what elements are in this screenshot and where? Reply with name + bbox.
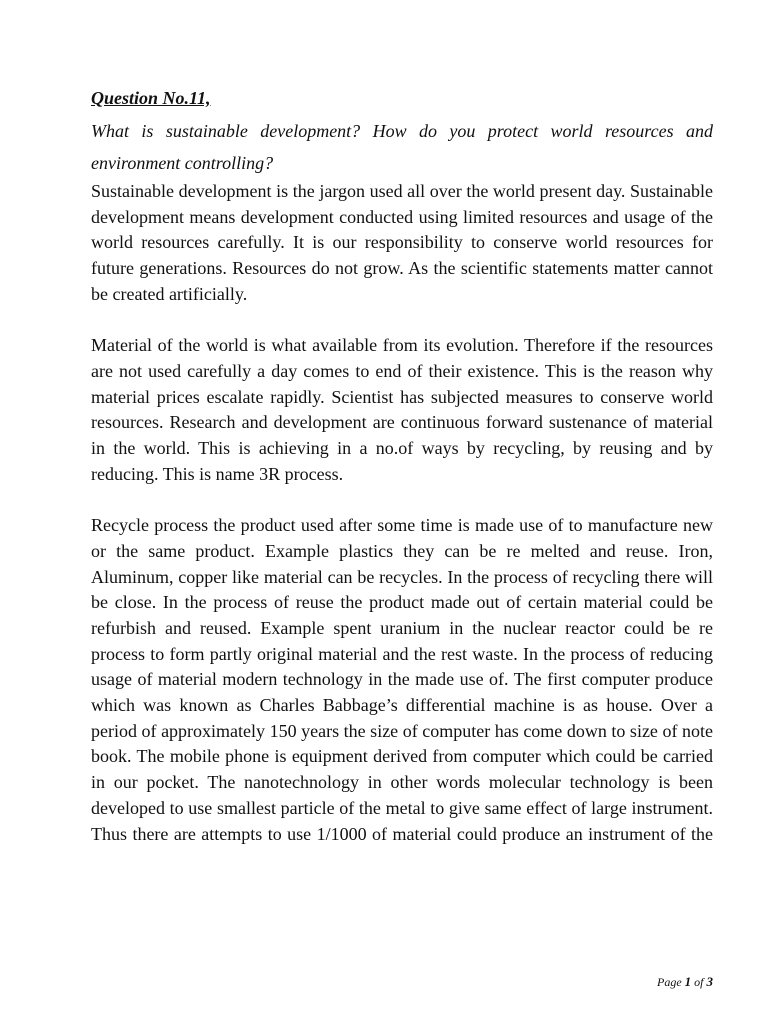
page-number: 1 (684, 974, 692, 989)
page-total: 3 (706, 974, 713, 989)
paragraph-1: Sustainable development is the jargon used all over the world present day. Sustainable development means development conducted using limited resources and usage of the world resources carefully. It is our responsibility to conserve world resources for future generations. Resources do not grow. As the scientific statements matter cannot be created artificially. (91, 181, 713, 304)
of-label: of (694, 975, 704, 989)
document-page (91, 84, 713, 847)
question-text: What is sustainable development? How do you protect world resources and environment controlling? (91, 121, 713, 173)
paragraph-3: Recycle process the product used after some time is made use of to manufacture new or the same product. Example plastics they can be re melted and reuse. Iron, Aluminum, copper like material can be recycles. In the process of recycling there will be close. In the process of reuse the product made out of certain material could be refurbish and reused. Example spent uranium in the nuclear reactor could be re process to form partly original material and the rest waste. In the process of reducing usage of material modern technology in the made use of. The first computer produce which was known as Charles Babbage’s differential machine is as house. Over a period of approximately 150 years the size of computer has come down to size of note book. The mobile phone is equipment derived from computer which could be carried in our pocket. The nanotechnology in other words molecular technology is been developed to use smallest particle of the metal to give same effect of large instrument. Thus there are attempts to use 1/1000 of material could produce an instrument of the (91, 515, 713, 844)
page-label: Page (657, 975, 682, 989)
paragraph-2: Material of the world is what available from its evolution. Therefore if the resources are not used carefully a day comes to end of their existence. This is the reason why material prices escalate rapidly. Scientist has subjected measures to conserve world resources. Research and development are continuous forward sustenance of material in the world. This is achieving in a no.of ways by recycling, by reusing and by reducing. This is name 3R process. (91, 335, 713, 484)
page-footer (657, 974, 713, 990)
question-title: Question No.11, (91, 88, 211, 108)
